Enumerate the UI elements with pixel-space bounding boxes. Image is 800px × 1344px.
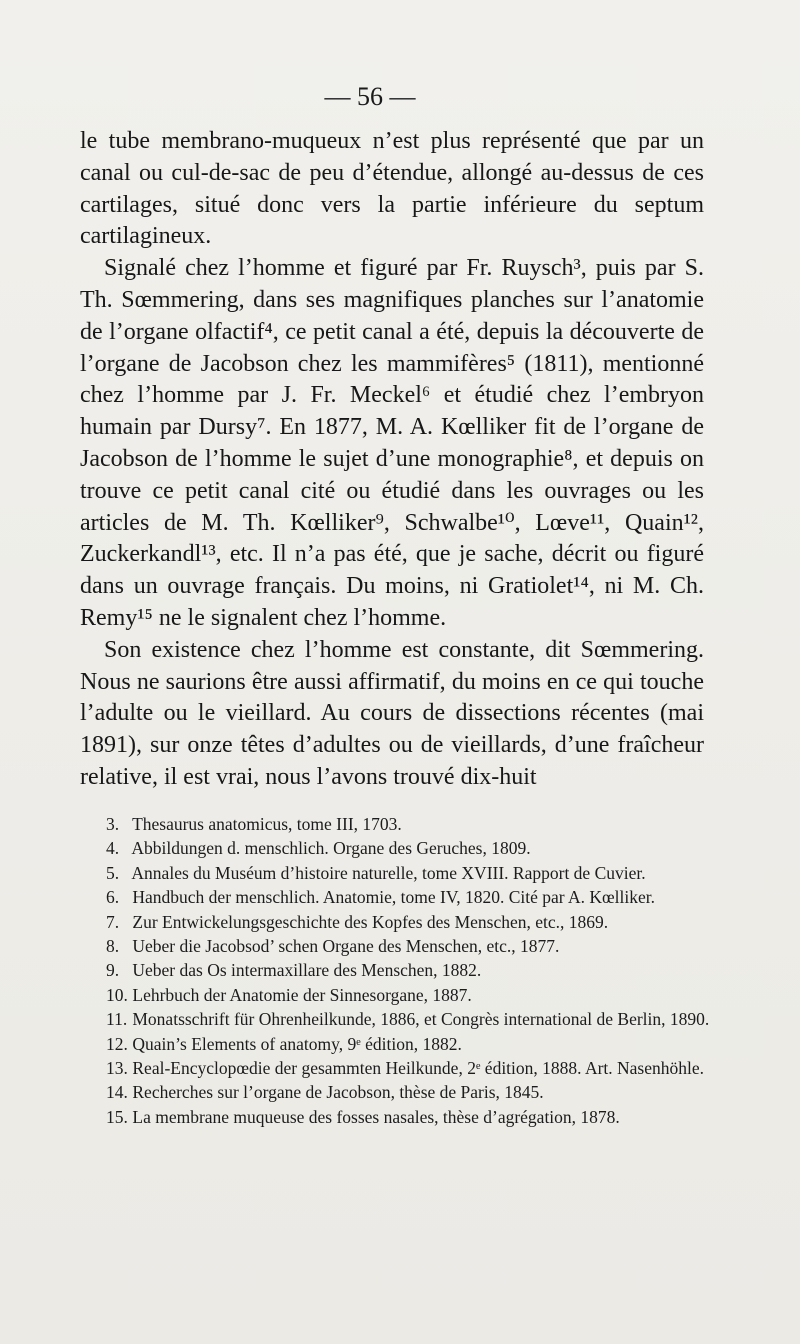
footnote-text: Annales du Muséum d’histoire naturelle, tome XVIII. Rapport de Cuvier.: [131, 862, 646, 883]
footnote-text: Ueber das Os intermaxillare des Menschen, 1882.: [132, 960, 482, 981]
footnote-5: [88, 861, 716, 885]
footnote-11: [88, 1007, 716, 1031]
footnote-number: 3.: [106, 814, 120, 834]
paragraph-2: Signalé chez l’homme et figuré par Fr. Ruysch³, puis par S. Th. Sœmmering, dans ses magnifiques planches sur l’anatomie de l’organe olfactif⁴, ce petit canal a été, depuis la découverte de l’organe de Jacobson chez les mammifères⁵ (1811), mentionné chez l’homme par J. Fr. Meckel⁶ et étudié chez l’embryon humain par Dursy⁷. En 1877, M. A. Kœlliker fit de l’organe de Jacobson de l’homme le sujet d’une monographie⁸, et depuis on trouve ce petit canal cité ou étudié dans les ouvrages ou les articles de M. Th. Kœlliker⁹, Schwalbe¹⁰, Lœve¹¹, Quain¹², Zuckerkandl¹³, etc. Il n’a pas été, que je sache, décrit ou figuré dans un ouvrage français. Du moins, ni Gratiolet¹⁴, ni M. Ch. Remy¹⁵ ne le signalent chez l’homme.: [80, 255, 704, 631]
footnote-15: [88, 1105, 716, 1129]
footnote-number: 12.: [106, 1033, 128, 1054]
footnote-6: [88, 885, 716, 909]
footnote-13: [88, 1056, 716, 1080]
footnote-text: Ueber die Jacobsod’ schen Organe des Menschen, etc., 1877.: [132, 936, 560, 957]
paragraph-1: le tube membrano-muqueux n’est plus représenté que par un canal ou cul-de-sac de peu d’étendue, allongé au-dessus de ces cartilages, situé donc vers la partie inférieure du septum cartilagineux.: [80, 128, 704, 250]
footnote-text: Zur Entwickelungsgeschichte des Kopfes des Menschen, etc., 1869.: [132, 911, 609, 932]
footnote-8: [88, 934, 716, 958]
footnote-number: 11.: [106, 1009, 128, 1030]
footnote-text: Recherches sur l’organe de Jacobson, thèse de Paris, 1845.: [132, 1082, 544, 1103]
footnote-14: [88, 1080, 716, 1104]
footnote-number: 8.: [106, 936, 120, 957]
footnote-text: Thesaurus anatomicus, tome III, 1703.: [132, 814, 402, 834]
footnote-number: 10.: [106, 984, 128, 1005]
footnote-10: [88, 983, 716, 1007]
footnote-number: 5.: [106, 862, 120, 883]
paragraph-3: Son existence chez l’homme est constante, dit Sœmmering. Nous ne saurions être aussi affirmatif, du moins en ce qui touche l’adulte ou le vieillard. Au cours de dissections récentes (mai 1891), sur onze têtes d’adultes ou de vieillards, d’une fraîcheur relative, il est vrai, nous l’avons trouvé dix-huit: [80, 636, 704, 790]
footnote-text: Quain’s Elements of anatomy, 9ᵉ édition, 1882.: [132, 1033, 462, 1054]
footnote-number: 6.: [106, 887, 120, 908]
footnote-number: 14.: [106, 1082, 128, 1103]
footnote-number: 7.: [106, 911, 120, 932]
footnote-9: [88, 958, 716, 982]
footnote-number: 15.: [106, 1106, 128, 1127]
footnotes: [88, 812, 716, 1129]
footnote-number: 4.: [106, 838, 120, 859]
footnote-number: 9.: [106, 960, 120, 981]
footnote-text: Real-Encyclopœdie der gesammten Heilkunde, 2ᵉ édition, 1888. Art. Nasenhöhle.: [132, 1058, 705, 1079]
footnote-7: [88, 910, 716, 934]
footnote-text: Abbildungen d. menschlich. Organe des Geruches, 1809.: [131, 838, 531, 859]
footnote-12: [88, 1032, 716, 1056]
footnote-4: [88, 836, 716, 860]
footnote-text: Monatsschrift für Ohrenheilkunde, 1886, et Congrès international de Berlin, 1890.: [132, 1009, 710, 1030]
footnote-number: 13.: [106, 1058, 128, 1079]
page-number: — 56 —: [324, 82, 416, 111]
footnote-text: Lehrbuch der Anatomie der Sinnesorgane, 1887.: [132, 984, 472, 1005]
footnote-text: La membrane muqueuse des fosses nasales, thèse d’agrégation, 1878.: [132, 1106, 620, 1127]
footnote-3: [88, 812, 716, 836]
body-text: [80, 126, 704, 794]
footnote-text: Handbuch der menschlich. Anatomie, tome IV, 1820. Cité par A. Kœlliker.: [132, 887, 656, 908]
